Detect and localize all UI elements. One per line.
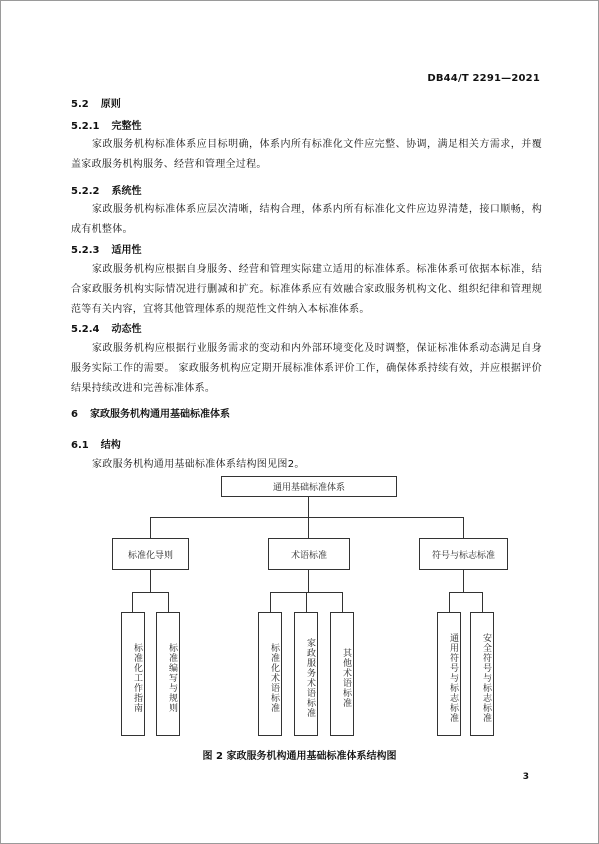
section-title: 适用性 bbox=[111, 245, 142, 256]
section-number: 5.2.1 bbox=[71, 121, 100, 132]
section-title: 家政服务机构通用基础标准体系 bbox=[89, 409, 230, 420]
diagram-leaf-node: 标准化术语标准 bbox=[258, 612, 282, 736]
connector-line bbox=[342, 592, 343, 612]
connector-line bbox=[306, 592, 307, 612]
section-number: 5.2.4 bbox=[71, 324, 100, 335]
section-title: 完整性 bbox=[111, 121, 142, 132]
connector-line bbox=[463, 517, 464, 538]
diagram-leaf-node: 标准化工作指南 bbox=[121, 612, 145, 736]
connector-line bbox=[482, 592, 483, 612]
diagram-root-node: 通用基础标准体系 bbox=[221, 476, 397, 497]
section-title: 系统性 bbox=[111, 186, 142, 197]
section-heading-5-2-3 bbox=[71, 241, 141, 256]
diagram-leaf-node: 通用符号与标志标准 bbox=[437, 612, 461, 736]
section-number: 6 bbox=[71, 409, 78, 420]
section-number: 5.2.2 bbox=[71, 186, 100, 197]
paragraph-structure: 家政服务机构通用基础标准体系结构图见图2。 bbox=[92, 459, 305, 470]
diagram-group-node: 符号与标志标准 bbox=[419, 538, 508, 570]
diagram-group-node: 标准化导则 bbox=[112, 538, 189, 570]
section-title: 原则 bbox=[100, 99, 121, 110]
connector-line bbox=[463, 570, 464, 592]
connector-line bbox=[132, 592, 133, 612]
section-heading-5-2-2 bbox=[71, 182, 141, 197]
section-heading-5-2-1 bbox=[71, 117, 141, 132]
page-number: 3 bbox=[522, 772, 529, 782]
paragraph-applicability: 家政服务机构应根据自身服务、经营和管理实际建立适用的标准体系。标准体系可依据本标准，结合家政服务机构实际情况进行删减和扩充。标准体系应有效融合家政服务机构文化、组织纪律和管理规范等有关内容，宜将其他管理体系的规范性文件纳入本标准体系。 bbox=[71, 264, 542, 315]
section-heading-6-1 bbox=[71, 436, 121, 451]
section-title: 结构 bbox=[100, 440, 121, 451]
paragraph-dynamic: 家政服务机构应根据行业服务需求的变动和内外部环境变化及时调整，保证标准体系动态满足自身服务实际工作的需要。 家政服务机构应定期开展标准体系评价工作，确保体系持续有效，并应根据评价结果持续改进和完善标准体系。 bbox=[71, 343, 542, 394]
section-number: 6.1 bbox=[71, 440, 89, 451]
section-heading-5-2-4 bbox=[71, 320, 141, 335]
diagram-leaf-node: 标准编写与规则 bbox=[156, 612, 180, 736]
diagram-group-node: 术语标准 bbox=[268, 538, 350, 570]
document-code: DB44/T 2291—2021 bbox=[427, 73, 540, 84]
section-title: 动态性 bbox=[111, 324, 142, 335]
connector-line bbox=[308, 570, 309, 592]
connector-line bbox=[150, 517, 464, 518]
paragraph-systematic: 家政服务机构标准体系应层次清晰，结构合理，体系内所有标准化文件应边界清楚，接口顺畅，构成有机整体。 bbox=[71, 204, 542, 235]
paragraph-completeness: 家政服务机构标准体系应目标明确，体系内所有标准化文件应完整、协调，满足相关方需求，并覆盖家政服务机构服务、经营和管理全过程。 bbox=[71, 139, 542, 170]
section-number: 5.2.3 bbox=[71, 245, 100, 256]
connector-line bbox=[168, 592, 169, 612]
diagram-leaf-node: 安全符号与标志标准 bbox=[470, 612, 494, 736]
connector-line bbox=[150, 517, 151, 538]
connector-line bbox=[308, 497, 309, 517]
diagram-leaf-node: 其他术语标准 bbox=[330, 612, 354, 736]
connector-line bbox=[449, 592, 450, 612]
connector-line bbox=[270, 592, 271, 612]
connector-line bbox=[150, 570, 151, 592]
section-heading-6 bbox=[71, 405, 230, 420]
section-heading-5-2 bbox=[71, 95, 121, 110]
connector-line bbox=[308, 517, 309, 538]
connector-line bbox=[132, 592, 169, 593]
diagram-leaf-node: 家政服务术语标准 bbox=[294, 612, 318, 736]
connector-line bbox=[449, 592, 483, 593]
figure-caption: 图 2 家政服务机构通用基础标准体系结构图 bbox=[202, 751, 397, 762]
section-number: 5.2 bbox=[71, 99, 89, 110]
